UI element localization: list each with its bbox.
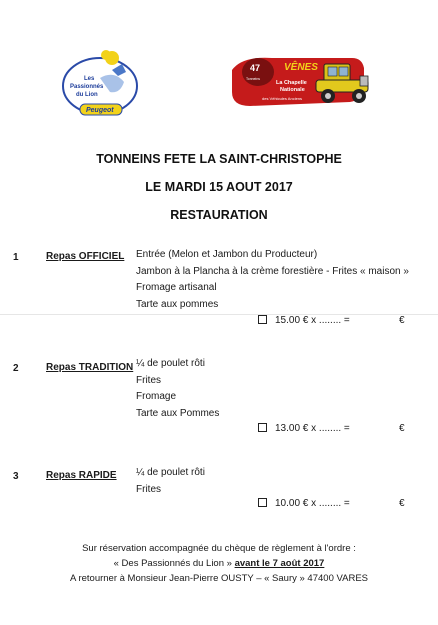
logo-right-number: 47 <box>250 63 261 73</box>
section-title: RESTAURATION <box>170 208 268 222</box>
menu-2-item: ¼ de poulet rôti <box>136 358 205 369</box>
logo-right-small: Tonneins <box>246 77 261 81</box>
menu-2-checkbox[interactable] <box>258 423 267 432</box>
menu-3-number: 3 <box>13 471 19 482</box>
footer-reservation: Sur réservation accompagnée du chèque de règlement à l'ordre : <box>82 543 356 554</box>
menu-1-price-line[interactable] <box>258 315 350 326</box>
menu-2-item: Tarte aux Pommes <box>136 407 220 419</box>
menu-3-currency: € <box>399 498 405 509</box>
venes-rally-logo <box>232 54 380 112</box>
event-date: LE MARDI 15 AOUT 2017 <box>145 180 293 194</box>
menu-1-item: Jambon à la Plancha à la crème forestière - Frites « maison » <box>136 265 409 277</box>
menu-2-name: Repas TRADITION <box>46 362 134 373</box>
menu-3-price-line[interactable] <box>258 498 350 509</box>
menu-2-currency: € <box>399 423 405 434</box>
menu-1-price: 15.00 € x ........ = <box>275 315 350 326</box>
menu-3-name: Repas RAPIDE <box>46 470 117 481</box>
logo-left-brand: Peugeot <box>86 107 114 114</box>
menu-1-checkbox[interactable] <box>258 315 267 324</box>
menu-1-number: 1 <box>13 252 19 263</box>
menu-2-price: 13.00 € x ........ = <box>275 423 350 434</box>
logo-left-line3: du Lion <box>76 92 98 98</box>
logo-left-line1: Les <box>84 76 95 82</box>
footer-address: A retourner à Monsieur Jean-Pierre OUSTY – « Saury » 47400 VARES <box>70 573 368 584</box>
menu-3-item: ¼ de poulet rôti <box>136 467 205 478</box>
footer-deadline: avant le 7 août 2017 <box>234 558 325 569</box>
menu-1-item: Fromage artisanal <box>136 282 217 293</box>
menu-2-item: Fromage <box>136 391 177 402</box>
menu-3-price: 10.00 € x ........ = <box>275 498 350 509</box>
logo-right-line1: La Chapelle <box>276 80 307 86</box>
menu-1-currency: € <box>399 315 405 326</box>
menu-1-item: Entrée (Melon et Jambon du Producteur) <box>136 249 318 260</box>
logo-right-line2: Nationale <box>280 87 305 93</box>
menu-1-name: Repas OFFICIEL <box>46 251 125 262</box>
footer-payee-name: « Des Passionnés du Lion » <box>113 558 232 569</box>
event-title: TONNEINS FETE LA SAINT-CHRISTOPHE <box>96 152 342 166</box>
logo-right-brand: VÊNES <box>284 62 318 73</box>
menu-3-checkbox[interactable] <box>258 498 267 507</box>
menu-3-item: Frites <box>136 483 161 495</box>
logo-left-line2: Passionnés <box>70 84 104 90</box>
footer-payee <box>0 556 438 571</box>
page-fold-line <box>0 314 438 315</box>
menu-2-item: Frites <box>136 374 161 386</box>
menu-1-item: Tarte aux pommes <box>136 298 219 310</box>
menu-2-price-line[interactable] <box>258 423 350 434</box>
passionnes-du-lion-logo <box>60 48 140 120</box>
logo-right-line3: des Véhicules Anciens <box>262 96 303 101</box>
menu-2-number: 2 <box>13 363 19 374</box>
